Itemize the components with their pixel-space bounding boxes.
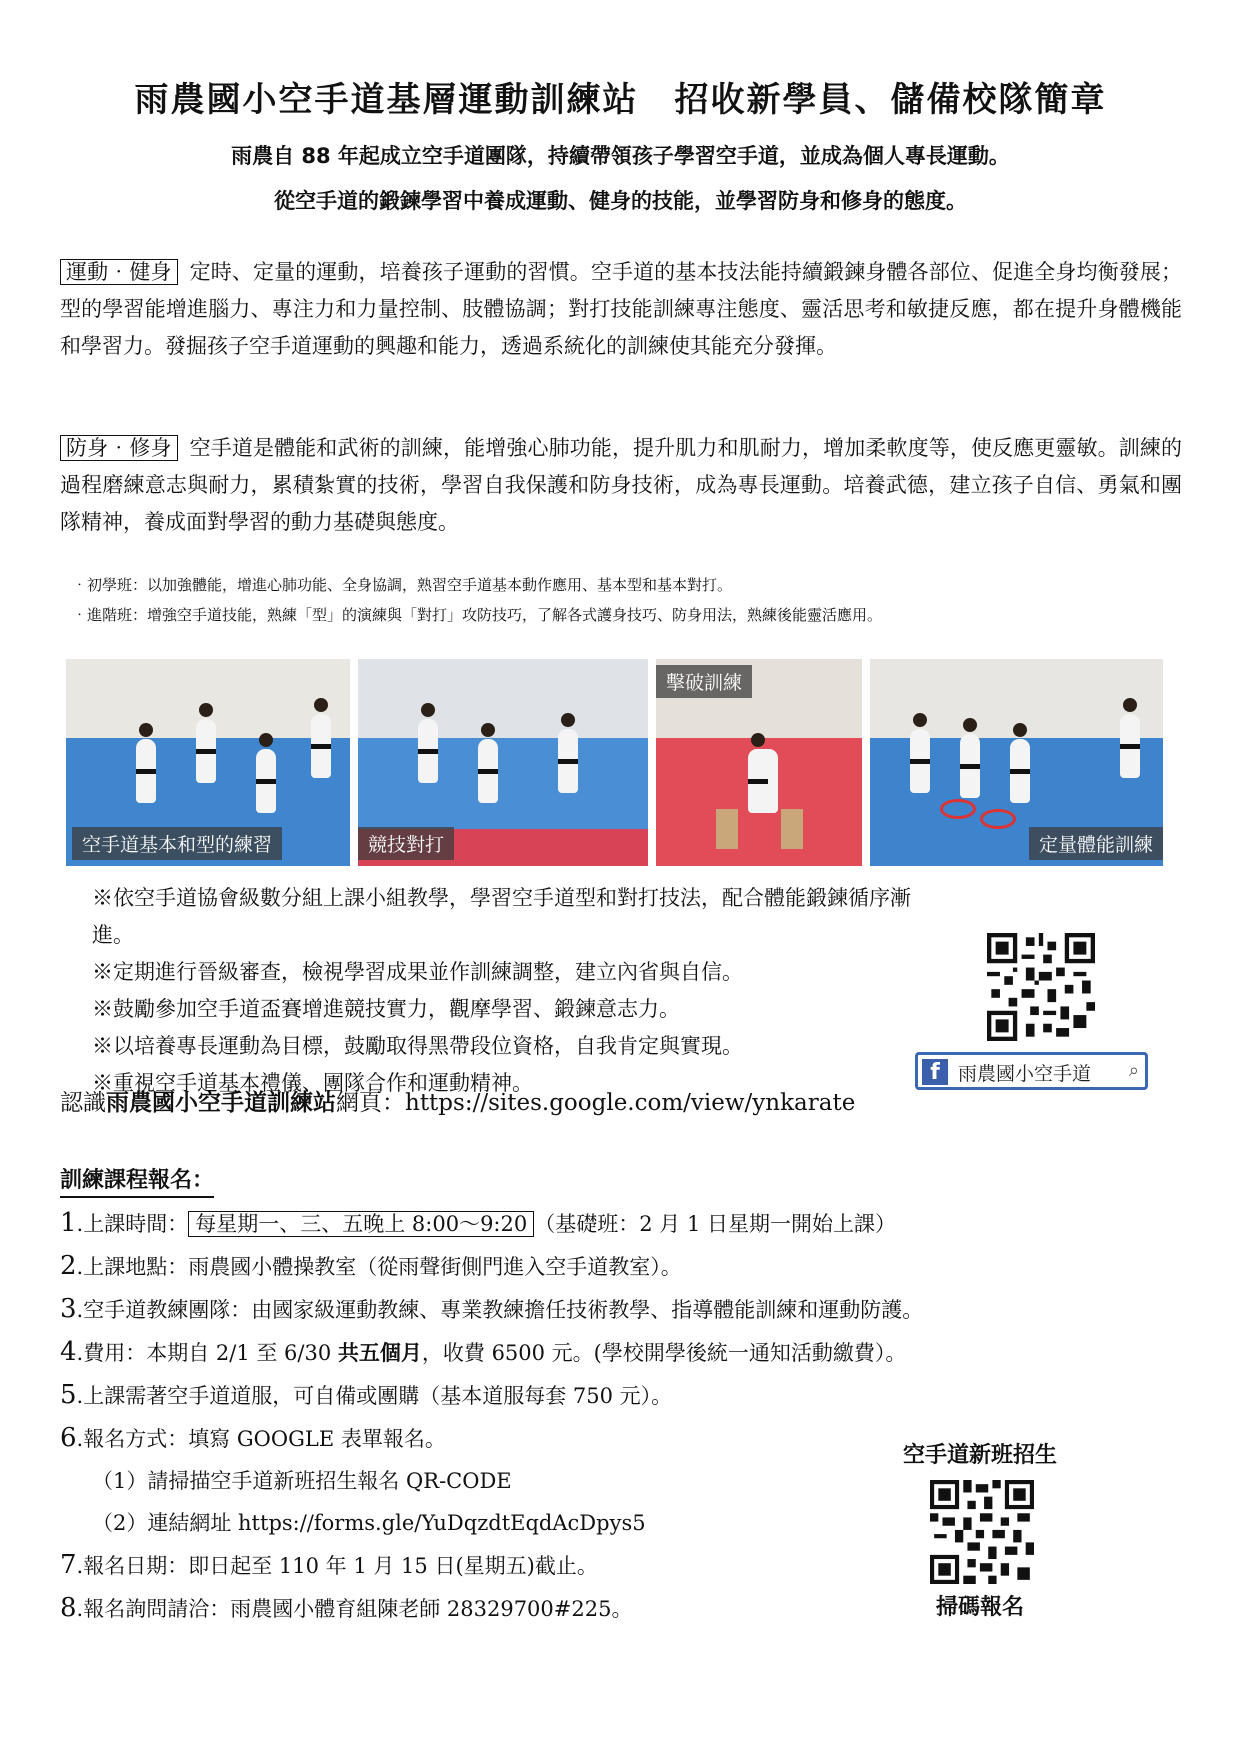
registration-item-deadline: 7.報名日期：即日起至 110 年 1 月 15 日(星期五)截止。 [60, 1550, 598, 1580]
photo-caption-3: 擊破訓練 [656, 665, 752, 698]
registration-item-time: 1.上課時間： 每星期一、三、五晚上 8:00～9:20 （基礎班：2 月 1 日星期一開始上課） [60, 1208, 896, 1238]
facebook-page-name: 雨農國小空手道 [958, 1063, 1092, 1085]
class-list [72, 570, 1222, 630]
registration-item-method: 6.報名方式：填寫 GOOGLE 表單報名。 [60, 1423, 446, 1453]
class-time-box: 每星期一、三、五晚上 8:00～9:20 [188, 1211, 534, 1237]
photo-caption-2: 競技對打 [358, 827, 454, 860]
website-prefix: 認識 [60, 1090, 106, 1116]
registration-item-fee: 4.費用：本期自 2/1 至 6/30 共五個月，收費 6500 元。(學校開學後統一通知活動繳費）。 [60, 1337, 907, 1367]
photo-caption-1: 空手道基本和型的練習 [72, 827, 282, 860]
registration-subitem-link[interactable]: （2）連結網址 https://forms.gle/YuDqzdtEqdAcDpys5 [92, 1511, 646, 1535]
note-item: ※鼓勵參加空手道盃賽增進競技實力，觀摩學習、鍛鍊意志力。 [92, 997, 680, 1021]
intro-line-1: 雨農自 88 年起成立空手道團隊，持續帶領孩子學習空手道，並成為個人專長運動。 [231, 144, 1010, 168]
fitness-text: 定時、定量的運動，培養孩子運動的習慣。空手道的基本技法能持續鍛鍊身體各部位、促進全身均衡發展；型的學習能增進腦力、專注力和力量控制、肢體協調；對打技能訓練專注態度、靈活思考和敏捷反應，都在提升身體機能和學習力。發掘孩子空手道運動的興趣和能力，透過系統化的訓練使其能充分發揮。 [60, 260, 1183, 358]
photo-fitness-training [870, 659, 1163, 866]
website-link[interactable]: https://sites.google.com/view/ynkarate [405, 1090, 856, 1116]
signup-qr-title: 空手道新班招生 [902, 1443, 1057, 1468]
registration-item-contact: 8.報名詢問請洽：雨農國小體育組陳老師 28329700#225。 [60, 1593, 633, 1623]
registration-item-location: 2.上課地點：雨農國小體操教室（從雨聲街側門進入空手道教室）。 [60, 1251, 682, 1281]
photo-sparring [358, 659, 648, 866]
defense-section [60, 430, 1182, 541]
website-line [60, 1084, 855, 1117]
registration-title: 訓練課程報名： [60, 1163, 214, 1198]
facebook-search-badge[interactable] [915, 1052, 1148, 1090]
note-item: ※重視空手道基本禮儀、團隊合作和運動精神。 [92, 1071, 533, 1095]
photo-breaking [656, 659, 862, 866]
website-name: 雨農國小空手道訓練站 [106, 1089, 336, 1116]
search-icon: ⌕ [1128, 1060, 1139, 1081]
photo-basic-kata [66, 659, 350, 866]
signup-qr-caption: 掃碼報名 [935, 1595, 1024, 1620]
registration-item-uniform: 5.上課需著空手道道服，可自備或團購（基本道服每套 750 元）。 [60, 1380, 673, 1410]
registration-item-coaches: 3.空手道教練團隊：由國家級運動教練、專業教練擔任技術教學、指導體能訓練和運動防護。 [60, 1294, 924, 1324]
website-label: 網頁： [336, 1090, 405, 1116]
intro-line-2: 從空手道的鍛鍊學習中養成運動、健身的技能，並學習防身和修身的態度。 [274, 189, 967, 213]
defense-tag: 防身‧修身 [60, 435, 178, 461]
defense-text: 空手道是體能和武術的訓練，能增強心肺功能，提升肌力和肌耐力，增加柔軟度等，使反應更靈敏。訓練的過程磨練意志與耐力，累積紮實的技術，學習自我保護和防身技術，成為專長運動。培養武德，建立孩子自信、勇氣和團隊精神，養成面對學習的動力基礎與態度。 [60, 436, 1183, 534]
notes-list [92, 880, 952, 1102]
fitness-section [60, 254, 1182, 365]
note-item: ※以培養專長運動為目標，鼓勵取得黑帶段位資格，自我肯定與實現。 [92, 1034, 743, 1058]
note-item: ※依空手道協會級數分組上課小組教學，學習空手道型和對打技法，配合體能鍛鍊循序漸進。 [92, 886, 911, 947]
page-title: 雨農國小空手道基層運動訓練站 招收新學員、儲備校隊簡章 [134, 80, 1107, 120]
registration-subitem-qr: （1）請掃描空手道新班招生報名 QR-CODE [92, 1469, 512, 1493]
facebook-icon: f [922, 1059, 948, 1085]
fitness-tag: 運動‧健身 [60, 259, 178, 285]
facebook-qr-code[interactable] [987, 933, 1095, 1041]
photo-caption-4: 定量體能訓練 [1029, 827, 1163, 860]
class-advanced: ‧進階班：增強空手道技能，熟練「型」的演練與「對打」攻防技巧，了解各式護身技巧、防身用法，熟練後能靈活應用。 [72, 606, 883, 624]
signup-qr-code[interactable] [930, 1480, 1034, 1584]
class-beginner: ‧初學班：以加強體能，增進心肺功能、全身協調，熟習空手道基本動作應用、基本型和基本對打。 [72, 576, 733, 594]
note-item: ※定期進行晉級審查，檢視學習成果並作訓練調整，建立內省與自信。 [92, 960, 743, 984]
